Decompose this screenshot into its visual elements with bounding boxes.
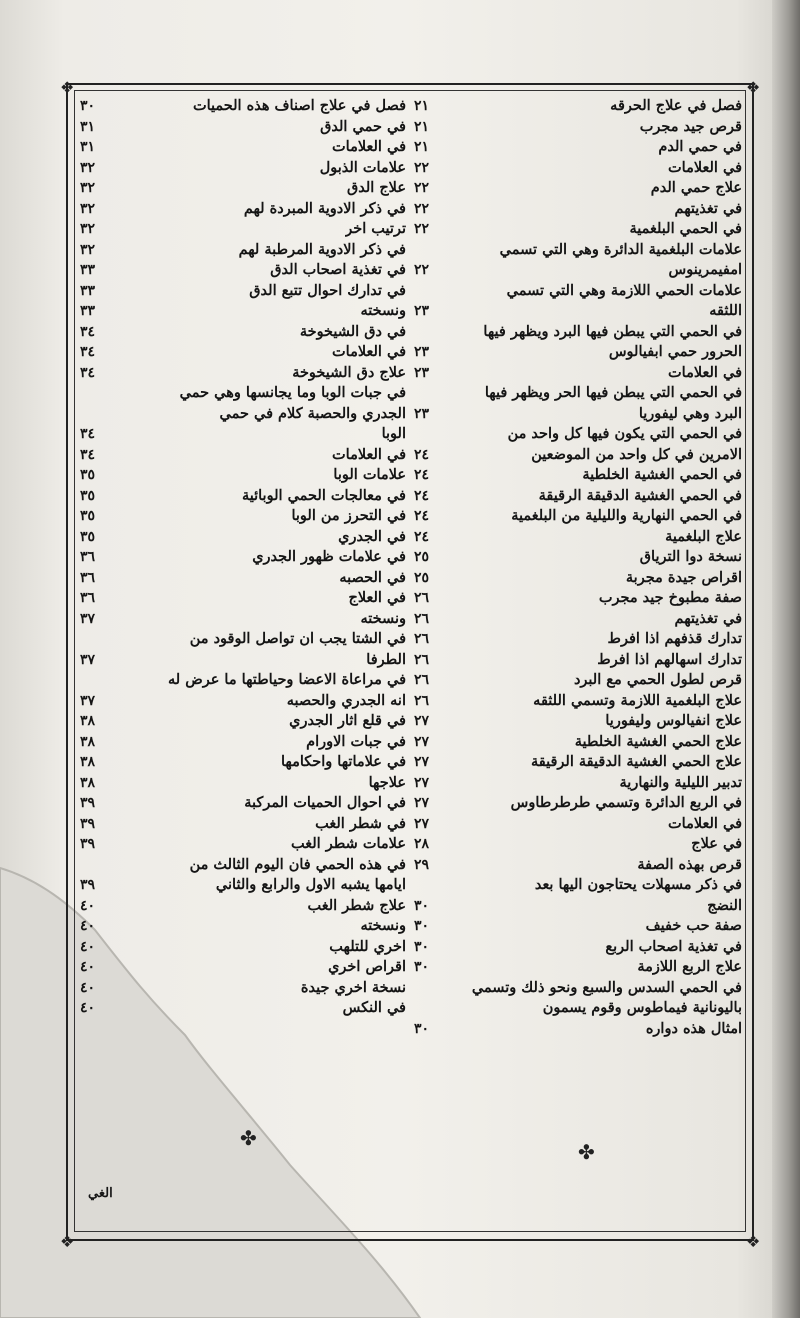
toc-entry-page-number: ٢٦ — [414, 590, 430, 606]
toc-entry — [80, 609, 410, 630]
toc-entry — [80, 937, 410, 958]
toc-entry-page-number: ٢٧ — [414, 795, 430, 811]
toc-entry-title: في الحصبه — [339, 568, 406, 586]
toc-entry-page-number: ٣٣ — [80, 282, 96, 299]
toc-entry-title: في ذكر الادوية المبردة لهم — [243, 199, 406, 217]
toc-entry — [80, 568, 410, 589]
toc-entry — [412, 137, 742, 158]
toc-entry — [412, 301, 742, 322]
toc-entry-page-number: ٣١ — [80, 139, 96, 155]
toc-entry-page-number: ٣٥ — [80, 467, 96, 483]
toc-entry — [80, 527, 410, 548]
toc-entry — [412, 322, 742, 343]
toc-entry-page-number: ٢٧ — [414, 815, 430, 832]
toc-entry-title: الوبا — [381, 425, 406, 442]
toc-entry-page-number: ٣٠ — [414, 1020, 430, 1037]
toc-entry-page-number: ٣٧ — [80, 651, 96, 668]
toc-entry — [80, 219, 410, 240]
toc-entry-title: في العلاج — [348, 589, 406, 606]
toc-entry-page-number: ٣٩ — [80, 815, 96, 832]
toc-entry-page-number: ٢٤ — [414, 528, 430, 545]
toc-entry — [412, 383, 742, 404]
toc-entry — [412, 465, 742, 486]
toc-entry — [412, 547, 742, 568]
toc-entry-page-number: ٣٢ — [80, 159, 96, 176]
toc-entry-page-number: ٢٢ — [414, 262, 430, 278]
toc-entry — [80, 998, 410, 1019]
toc-entry-page-number: ٤٠ — [80, 979, 96, 996]
toc-entry — [80, 281, 410, 302]
toc-entry-page-number: ٢٤ — [414, 467, 430, 483]
toc-entry — [412, 875, 742, 896]
toc-entry — [80, 301, 410, 322]
toc-entry — [80, 896, 410, 917]
toc-entry — [80, 199, 410, 220]
toc-entry-page-number: ٣٢ — [80, 221, 96, 237]
toc-entry-title: صفة مطبوخ جيد مجرب — [598, 589, 742, 606]
toc-entry-title: في دق الشيخوخة — [299, 322, 406, 340]
toc-entry-page-number: ٢٢ — [414, 159, 430, 176]
toc-entry — [412, 834, 742, 855]
toc-entry — [412, 486, 742, 507]
toc-entry — [412, 855, 742, 876]
toc-entry-title: في حمي الدق — [320, 117, 406, 135]
toc-entry — [412, 96, 742, 117]
toc-entry-page-number: ٣٥ — [80, 508, 96, 524]
toc-entry — [412, 814, 742, 835]
toc-entry-title: في تغذية اصحاب الدق — [270, 261, 406, 278]
catchword: الغي — [88, 1186, 113, 1201]
toc-entry-title: علامات شطر الغب — [291, 835, 406, 852]
toc-entry — [412, 711, 742, 732]
toc-entry-title: اقراص جيدة مجربة — [625, 568, 742, 586]
toc-entry-page-number: ٣٠ — [80, 98, 96, 114]
toc-entry-title: في الحمي البلغمية — [629, 220, 742, 237]
toc-entry — [412, 670, 742, 691]
toc-entry-title: تدبير الليلية والنهارية — [619, 773, 742, 791]
toc-entry — [412, 773, 742, 794]
toc-entry-title: ايامها يشبه الاول والرابع والثاني — [215, 876, 406, 893]
toc-entry-page-number: ٢٧ — [414, 754, 430, 770]
toc-entry-page-number: ٢٥ — [414, 569, 430, 586]
toc-entry-page-number: ٣٤ — [80, 364, 96, 381]
toc-entry-page-number: ٣٩ — [80, 877, 96, 893]
toc-entry-title: الطرفا — [366, 650, 406, 668]
toc-entry — [412, 568, 742, 589]
toc-entry-page-number: ٢٩ — [414, 856, 430, 873]
toc-entry — [80, 629, 410, 650]
toc-entry-title: في الربع الدائرة وتسمي طرطرطاوس — [510, 794, 742, 811]
toc-entry-title: اللثقه — [709, 302, 742, 319]
toc-entry-page-number: ٢٥ — [414, 549, 430, 565]
toc-entry — [412, 957, 742, 978]
toc-entry — [80, 588, 410, 609]
toc-entry-page-number: ٢٧ — [414, 733, 430, 750]
toc-entry-title: في النكس — [342, 999, 406, 1016]
toc-entry — [80, 916, 410, 937]
toc-entry — [412, 199, 742, 220]
toc-entry-page-number: ٤٠ — [80, 897, 96, 914]
toc-entry — [80, 957, 410, 978]
toc-entry — [80, 773, 410, 794]
toc-entry-title: علامات الوبا — [333, 466, 406, 483]
toc-entry-page-number: ٣٥ — [80, 487, 96, 504]
toc-entry — [80, 486, 410, 507]
toc-entry-page-number: ٣١ — [80, 118, 96, 135]
toc-entry — [80, 834, 410, 855]
toc-entry-page-number: ٢٤ — [414, 508, 430, 524]
toc-entry-title: البرد وهي ليفوريا — [638, 404, 742, 422]
toc-entry-page-number: ٢١ — [414, 118, 430, 135]
toc-entry-title: علاج الدق — [346, 179, 406, 196]
toc-entry-page-number: ٢٦ — [414, 672, 430, 688]
toc-entry-title: في علاج — [691, 835, 742, 852]
toc-entry-page-number: ٢٢ — [414, 180, 430, 196]
toc-entry — [80, 465, 410, 486]
toc-entry-title: علامات الذبول — [319, 158, 406, 176]
toc-entry-title: في الحمي التي يكون فيها كل واحد من — [507, 425, 742, 442]
toc-entry-title: نسخة دوا الترياق — [639, 548, 742, 565]
toc-entry-page-number: ٣٨ — [80, 733, 96, 750]
toc-entry-title: تدارك قذفهم اذا افرط — [607, 630, 742, 647]
toc-entry-title: علاج انفيالوس وليفوريا — [605, 712, 742, 729]
toc-entry — [412, 445, 742, 466]
toc-entry-page-number: ٢١ — [414, 98, 430, 114]
toc-entry-page-number: ٣٤ — [80, 323, 96, 340]
toc-entry-title: في معالجات الحمي الوبائية — [241, 486, 406, 504]
toc-entry-title: انه الجدري والحصبه — [286, 691, 406, 709]
toc-entry — [412, 158, 742, 179]
toc-entry-page-number: ٢٣ — [414, 344, 430, 360]
toc-entry — [412, 793, 742, 814]
toc-entry-title: في ذكر الادوية المرطبة لهم — [238, 240, 406, 258]
toc-entry — [80, 670, 410, 691]
toc-entry — [412, 1019, 742, 1040]
toc-entry-title: قرص جيد مجرب — [639, 117, 742, 135]
toc-entry-title: في العلامات — [668, 363, 742, 381]
toc-entry — [80, 363, 410, 384]
toc-entry-title: علاج شطر الغب — [307, 896, 406, 914]
toc-entry-title: في العلامات — [332, 138, 406, 155]
toc-entry-page-number: ٣٩ — [80, 836, 96, 852]
toc-entry-title: في جبات الوبا وما يجانسها وهي حمي — [179, 384, 406, 401]
flower-ornament-left: ✤ — [240, 1126, 257, 1150]
toc-entry-title: اقراص اخري — [328, 958, 406, 975]
toc-entry-title: في العلامات — [668, 814, 742, 832]
toc-entry-title: باليونانية فيماطوس وقوم يسمون — [542, 999, 742, 1016]
toc-entry — [80, 117, 410, 138]
toc-entry-page-number: ٢٦ — [414, 610, 430, 627]
toc-entry — [80, 711, 410, 732]
toc-entry-page-number: ٣٤ — [80, 446, 96, 463]
toc-entry — [412, 342, 742, 363]
toc-entry-title: في جبات الاورام — [306, 732, 406, 750]
toc-entry-title: في الجدري — [338, 527, 406, 545]
toc-entry-page-number: ٢٣ — [414, 364, 430, 381]
toc-entry-title: في ذكر مسهلات يحتاجون اليها بعد — [534, 876, 742, 893]
toc-entry-title: في الحمي السدس والسبع ونحو ذلك وتسمي — [471, 978, 742, 996]
toc-entry-page-number: ٣٤ — [80, 426, 96, 442]
toc-entry-page-number: ٤٠ — [80, 959, 96, 975]
toc-entry-title: علاج البلغمية اللازمة وتسمي اللثقه — [533, 691, 742, 709]
toc-entry — [80, 260, 410, 281]
toc-entry — [412, 916, 742, 937]
toc-entry-title: في تغذيتهم — [674, 609, 742, 627]
toc-entry — [80, 404, 410, 425]
toc-entry — [80, 814, 410, 835]
toc-entry-page-number: ٢٢ — [414, 200, 430, 217]
toc-entry-title: نسخة اخري جيدة — [300, 978, 406, 996]
toc-entry-title: في تغذيتهم — [674, 199, 742, 217]
toc-entry-title: علاج الحمي الغشية الخلطية — [574, 732, 742, 750]
toc-entry-page-number: ٣٩ — [80, 795, 96, 811]
toc-entry-page-number: ٣٨ — [80, 754, 96, 770]
toc-entry — [80, 158, 410, 179]
corner-ornament-top-right: ❖ — [746, 78, 761, 97]
toc-entry — [80, 752, 410, 773]
toc-entry-page-number: ٢٣ — [414, 405, 430, 422]
toc-entry-title: علامات البلغمية الدائرة وهي التي تسمي — [499, 240, 742, 258]
toc-entry — [80, 978, 410, 999]
toc-entry — [80, 240, 410, 261]
toc-entry-title: في تدارك احوال تتبع الدق — [249, 281, 406, 299]
corner-ornament-bottom-right: ❖ — [746, 1232, 761, 1251]
toc-entry-page-number: ٣٣ — [80, 262, 96, 278]
toc-entry-title: فصل في علاج الحرقه — [610, 97, 742, 114]
toc-entry-page-number: ٣٠ — [414, 918, 430, 934]
toc-entry-title: امفيمرينوس — [668, 261, 742, 278]
toc-entry-title: الامرين في كل واحد من الموضعين — [531, 445, 742, 463]
toc-entry-page-number: ٣٢ — [80, 241, 96, 258]
toc-entry — [412, 260, 742, 281]
toc-entry — [80, 96, 410, 117]
flower-ornament-right: ✤ — [578, 1140, 595, 1164]
toc-entry-title: الحرور حمي ابفيالوس — [608, 343, 742, 360]
toc-entry-title: في علاماتها واحكامها — [280, 753, 406, 770]
corner-ornament-top-left: ❖ — [60, 78, 75, 97]
toc-entry-title: فصل في علاج اصناف هذه الحميات — [192, 97, 406, 114]
toc-entry-title: في شطر الغب — [315, 814, 406, 832]
toc-entry — [80, 793, 410, 814]
toc-entry — [412, 732, 742, 753]
toc-entry-page-number: ٣٦ — [80, 549, 96, 565]
toc-entry — [80, 691, 410, 712]
toc-entry-title: علامات الحمي اللازمة وهي التي تسمي — [506, 281, 742, 299]
toc-entry-title: ونسخته — [360, 917, 406, 934]
toc-entry — [412, 978, 742, 999]
toc-entry — [80, 322, 410, 343]
toc-entry — [412, 117, 742, 138]
toc-entry-title: في تغذية اصحاب الربع — [605, 937, 742, 955]
toc-entry-page-number: ٣٦ — [80, 590, 96, 606]
toc-entry-page-number: ٣٠ — [414, 938, 430, 955]
toc-entry-title: علاج دق الشيخوخة — [292, 363, 406, 381]
toc-right-column — [412, 96, 742, 1039]
toc-entry — [80, 732, 410, 753]
toc-entry — [412, 998, 742, 1019]
toc-entry — [80, 445, 410, 466]
toc-entry-page-number: ٣٨ — [80, 713, 96, 729]
toc-entry-page-number: ٣٢ — [80, 200, 96, 217]
toc-entry — [80, 342, 410, 363]
toc-entry-title: علاج البلغمية — [665, 527, 742, 545]
toc-entry-page-number: ٢٦ — [414, 651, 430, 668]
toc-entry-title: امثال هذه دواره — [645, 1019, 742, 1037]
toc-entry-title: ترتيب اخر — [345, 220, 406, 237]
toc-entry-page-number: ٢١ — [414, 139, 430, 155]
toc-entry-page-number: ٣٣ — [80, 303, 96, 319]
toc-entry-title: في مراعاة الاعضا وحياطتها ما عرض له — [167, 671, 406, 688]
toc-entry-page-number: ٣٧ — [80, 610, 96, 627]
toc-entry-page-number: ٢٤ — [414, 487, 430, 504]
toc-entry-page-number: ٣٦ — [80, 569, 96, 586]
toc-entry-title: في حمي الدم — [658, 138, 742, 155]
toc-entry-page-number: ٣٨ — [80, 774, 96, 791]
toc-entry-page-number: ٢٦ — [414, 692, 430, 709]
toc-entry-title: ونسخته — [360, 302, 406, 319]
toc-entry-title: في الحمي الغشية الدقيقة الرقيقة — [538, 486, 742, 504]
toc-entry-page-number: ٢٦ — [414, 631, 430, 647]
toc-entry-title: علاج حمي الدم — [650, 179, 742, 196]
toc-entry — [80, 855, 410, 876]
toc-entry-title: في الحمي التي يبطن فيها الحر ويظهر فيها — [484, 384, 742, 401]
toc-entry-title: في العلامات — [668, 158, 742, 176]
toc-entry-title: صفة حب خفيف — [645, 917, 742, 934]
toc-entry — [80, 424, 410, 445]
toc-entry — [412, 937, 742, 958]
toc-entry-title: في الحمي النهارية والليلية من البلغمية — [511, 507, 742, 524]
toc-entry-title: في العلامات — [332, 445, 406, 463]
toc-entry-title: ونسخته — [360, 609, 406, 627]
toc-entry-page-number: ٣٥ — [80, 528, 96, 545]
toc-left-column — [80, 96, 410, 1019]
toc-entry-page-number: ٢٣ — [414, 303, 430, 319]
toc-entry-title: علاج الربع اللازمة — [637, 958, 742, 975]
toc-entry-title: في الحمي الغشية الخلطية — [582, 466, 742, 483]
toc-entry-title: في العلامات — [332, 343, 406, 360]
toc-entry — [80, 875, 410, 896]
toc-entry — [80, 383, 410, 404]
toc-entry — [80, 547, 410, 568]
toc-entry — [80, 650, 410, 671]
toc-entry-page-number: ٣٢ — [80, 180, 96, 196]
toc-entry — [412, 588, 742, 609]
toc-entry-title: قرص لطول الحمي مع البرد — [573, 671, 742, 688]
toc-entry-title: في علامات ظهور الجدري — [252, 548, 406, 565]
toc-entry — [412, 178, 742, 199]
toc-entry-page-number: ٣٠ — [414, 897, 430, 914]
toc-entry — [412, 281, 742, 302]
toc-entry-title: اخري للتلهب — [329, 937, 406, 955]
toc-entry-page-number: ٢٤ — [414, 446, 430, 463]
toc-entry-title: في التحرز من الوبا — [291, 507, 406, 524]
toc-entry-title: في هذه الحمي فان اليوم الثالث من — [189, 855, 406, 873]
toc-entry-page-number: ٣٠ — [414, 959, 430, 975]
toc-entry — [80, 178, 410, 199]
toc-entry-page-number: ٤٠ — [80, 918, 96, 934]
toc-entry-page-number: ٣٤ — [80, 344, 96, 360]
toc-entry-title: الجدري والحصبة كلام في حمي — [219, 404, 406, 422]
toc-entry — [412, 404, 742, 425]
toc-entry-title: في قلع اثار الجدري — [289, 712, 406, 729]
toc-entry-page-number: ٤٠ — [80, 938, 96, 955]
toc-entry — [412, 609, 742, 630]
toc-entry-page-number: ٢٧ — [414, 713, 430, 729]
toc-entry-page-number: ٢٨ — [414, 836, 430, 852]
toc-entry-page-number: ٢٧ — [414, 774, 430, 791]
toc-entry-page-number: ٤٠ — [80, 1000, 96, 1016]
toc-entry — [80, 137, 410, 158]
toc-entry — [412, 240, 742, 261]
toc-entry-title: في احوال الحميات المركبة — [244, 794, 406, 811]
toc-entry-title: علاجها — [368, 773, 406, 791]
toc-entry-title: تدارك اسهالهم اذا افرط — [597, 650, 742, 668]
toc-entry-title: في الحمي التي يبطن فيها البرد ويظهر فيها — [483, 322, 742, 340]
toc-entry — [412, 691, 742, 712]
toc-entry — [412, 424, 742, 445]
toc-entry — [412, 506, 742, 527]
toc-entry — [412, 896, 742, 917]
toc-entry-title: علاج الحمي الغشية الدقيقة الرقيقة — [531, 753, 742, 770]
toc-entry-page-number: ٣٧ — [80, 692, 96, 709]
toc-entry — [412, 752, 742, 773]
toc-entry — [412, 219, 742, 240]
toc-entry — [412, 527, 742, 548]
toc-entry — [412, 629, 742, 650]
toc-entry-page-number: ٢٢ — [414, 221, 430, 237]
toc-entry — [80, 506, 410, 527]
toc-entry — [412, 650, 742, 671]
corner-ornament-bottom-left: ❖ — [60, 1232, 75, 1251]
toc-entry-title: النضج — [707, 896, 742, 914]
toc-entry-title: قرص بهذه الصفة — [637, 855, 742, 873]
toc-entry-title: في الشتا يجب ان تواصل الوقود من — [189, 630, 406, 647]
toc-entry — [412, 363, 742, 384]
